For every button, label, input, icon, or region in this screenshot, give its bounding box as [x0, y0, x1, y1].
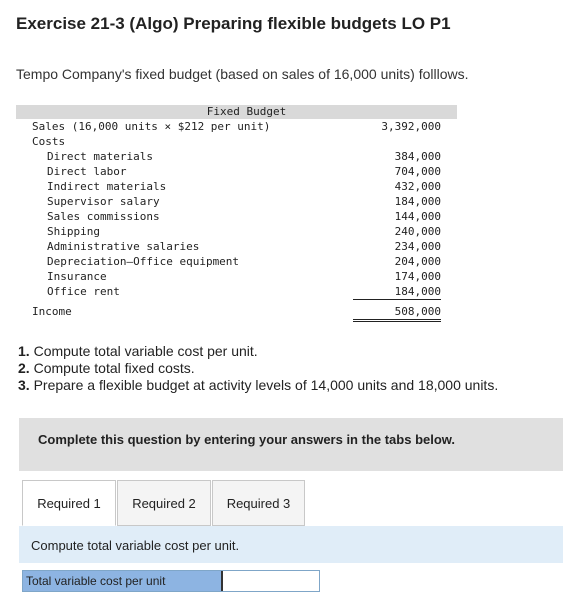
instruction-text: Complete this question by entering your answers in the tabs below.: [38, 432, 456, 447]
total-variable-cost-input[interactable]: [221, 571, 319, 591]
cost-item-row: [16, 194, 457, 209]
cost-item-label: Supervisor salary: [47, 195, 160, 208]
cost-item-row: [16, 164, 457, 179]
instruction-box: [19, 418, 563, 471]
cost-item-row: [16, 254, 457, 269]
panel-prompt: Compute total variable cost per unit.: [31, 538, 240, 553]
cost-item-row: [16, 239, 457, 254]
tab-required-1[interactable]: Required 1: [22, 480, 116, 526]
fixed-budget-header: Fixed Budget: [16, 105, 457, 119]
income-row: [16, 304, 457, 319]
cost-item-value: 184,000: [394, 195, 441, 208]
cost-item-value: 704,000: [394, 165, 441, 178]
costs-label: Costs: [32, 135, 66, 148]
cost-item-label: Direct labor: [47, 165, 127, 178]
cost-item-row: [16, 209, 457, 224]
cost-item-value: 184,000: [353, 284, 441, 300]
tab-required-2[interactable]: Required 2: [117, 480, 211, 526]
page-title: Exercise 21-3 (Algo) Preparing flexible budgets LO P1: [16, 14, 451, 33]
cost-item-value: 174,000: [394, 270, 441, 283]
questions-list: [18, 343, 498, 394]
cost-item-value: 144,000: [394, 210, 441, 223]
cost-item-row: [16, 224, 457, 239]
cost-item-value: 234,000: [394, 240, 441, 253]
intro-text: Tempo Company's fixed budget (based on sales of 16,000 units) folllows.: [16, 66, 469, 82]
cost-item-label: Insurance: [47, 270, 107, 283]
cost-item-label: Indirect materials: [47, 180, 167, 193]
question-panel: [19, 526, 563, 563]
cost-item-row: [16, 284, 457, 299]
cost-item-label: Depreciation—Office equipment: [47, 255, 240, 268]
question-1: 1. Compute total variable cost per unit.: [18, 343, 258, 359]
tab-required-3[interactable]: Required 3: [212, 480, 305, 526]
cost-item-label: Sales commissions: [47, 210, 160, 223]
question-3: 3. Prepare a flexible budget at activity levels of 14,000 units and 18,000 units.: [18, 377, 499, 393]
income-label: Income: [32, 305, 72, 318]
income-value: 508,000: [353, 304, 441, 322]
cost-item-row: [16, 149, 457, 164]
cost-item-label: Direct materials: [47, 150, 153, 163]
cost-item-label: Shipping: [47, 225, 100, 238]
costs-row: [16, 134, 457, 149]
cost-item-label: Administrative salaries: [47, 240, 200, 253]
sales-row: [16, 119, 457, 134]
answer-row: [22, 570, 320, 592]
sales-label: Sales (16,000 units × $212 per unit): [32, 120, 271, 133]
sales-value: 3,392,000: [381, 120, 441, 133]
cost-item-value: 384,000: [394, 150, 441, 163]
cost-item-label: Office rent: [47, 285, 120, 298]
question-2: 2. Compute total fixed costs.: [18, 360, 195, 376]
cost-item-row: [16, 269, 457, 284]
fixed-budget-table: [16, 105, 457, 319]
cost-item-value: 432,000: [394, 180, 441, 193]
answer-label: Total variable cost per unit: [23, 571, 221, 591]
cost-item-value: 240,000: [394, 225, 441, 238]
cost-item-value: 204,000: [394, 255, 441, 268]
cost-item-row: [16, 179, 457, 194]
